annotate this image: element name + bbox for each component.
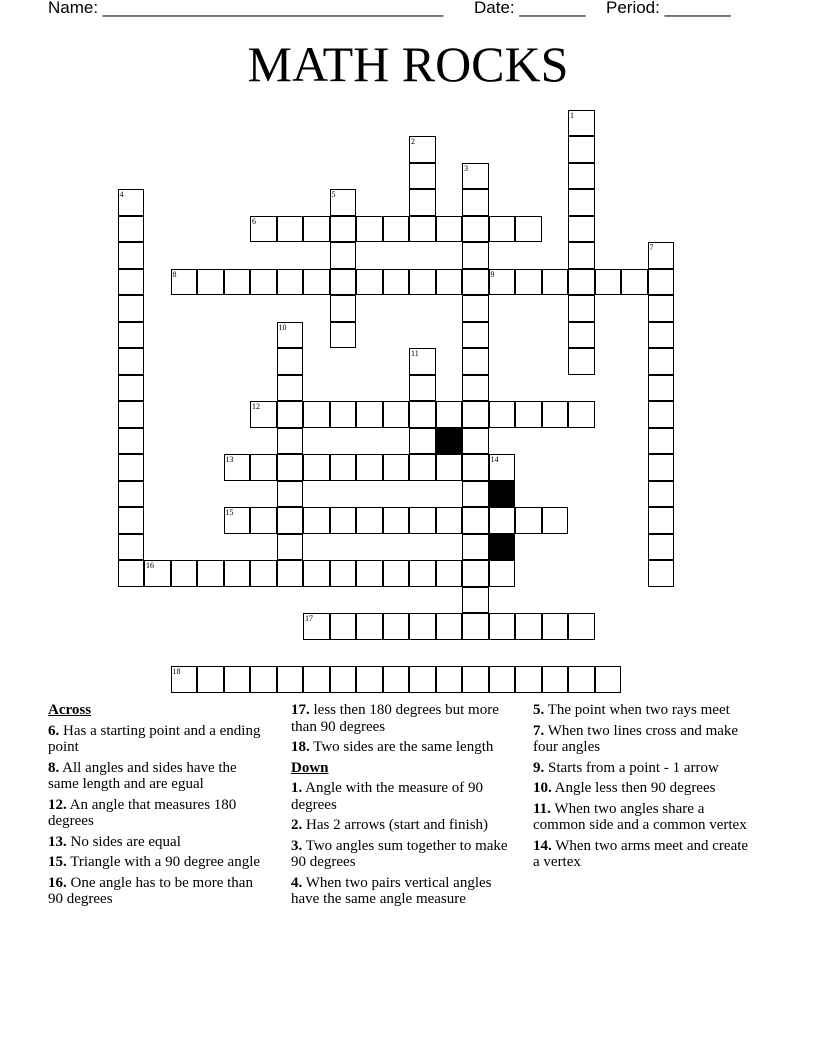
grid-cell[interactable] [409,666,436,693]
cell-number: 13 [225,455,234,464]
clue-number: 8. [48,759,60,776]
across-clue-18 [291,739,513,756]
clue-number: 10. [533,780,552,796]
grid-cell[interactable] [568,163,595,190]
name-field-label: Name: ____________________________________ [48,0,444,17]
grid-cell[interactable] [409,269,436,296]
grid-cell[interactable] [118,481,145,508]
grid-cell[interactable] [648,428,675,455]
grid-cell[interactable] [303,613,330,640]
grid-cell[interactable] [330,322,357,349]
cell-number: 15 [225,508,234,517]
grid-cell[interactable] [330,295,357,322]
clue-number: 12. [48,796,67,813]
blocked-cell [436,428,463,455]
grid-cell[interactable] [409,507,436,534]
clue-text: The point when two rays meet [544,702,730,718]
grid-cell[interactable] [118,269,145,296]
clue-number: 15. [48,854,67,870]
clue-text: Angle less then 90 degrees [551,780,716,796]
cell-number: 14 [490,455,499,464]
across-clue-8 [48,760,270,793]
down-clue-4 [291,875,513,908]
grid-cell[interactable] [436,401,463,428]
period-field-label: Period: _______ [606,0,731,17]
clue-text: Angle with the measure of 90 degrees [291,780,484,813]
down-clue-10 [533,780,755,797]
grid-cell[interactable] [303,507,330,534]
cell-number: 18 [172,667,181,676]
grid-cell[interactable] [356,507,383,534]
clues-column-1 [48,702,270,912]
grid-cell[interactable] [330,454,357,481]
clue-number: 9. [533,759,545,776]
grid-cell[interactable] [489,507,516,534]
cell-number: 16 [146,561,154,570]
grid-cell[interactable] [462,454,489,481]
grid-cell[interactable] [118,348,145,375]
blocked-cell [489,481,516,508]
grid-cell[interactable] [489,454,516,481]
grid-cell[interactable] [118,216,145,243]
grid-cell[interactable] [436,560,463,587]
grid-cell[interactable] [303,269,330,296]
grid-cell[interactable] [462,481,489,508]
grid-cell[interactable] [648,454,675,481]
clue-text: Has a starting point and a ending point [48,722,261,755]
grid-cell[interactable] [224,507,251,534]
grid-cell[interactable] [118,534,145,561]
clue-number: 17. [291,702,310,718]
grid-cell[interactable] [489,560,516,587]
grid-cell[interactable] [568,216,595,243]
clue-number: 11. [533,800,551,817]
grid-cell[interactable] [568,136,595,163]
grid-cell[interactable] [515,401,542,428]
grid-cell[interactable] [277,322,304,349]
grid-cell[interactable] [224,269,251,296]
across-heading: Across [48,702,92,718]
grid-cell[interactable] [250,507,277,534]
clue-number: 5. [533,702,545,718]
clue-text: One angle has to be more than 90 degrees [48,874,253,907]
grid-cell[interactable] [118,507,145,534]
clue-text: Starts from a point - 1 arrow [544,759,719,776]
grid-cell[interactable] [489,666,516,693]
grid-cell[interactable] [409,375,436,402]
cell-number: 6 [252,216,256,226]
grid-cell[interactable] [648,295,675,322]
grid-cell[interactable] [436,666,463,693]
grid-cell[interactable] [515,216,542,243]
grid-cell[interactable] [118,560,145,587]
grid-cell[interactable] [436,613,463,640]
grid-cell[interactable] [303,454,330,481]
down-clue-11 [533,801,755,834]
grid-cell[interactable] [303,560,330,587]
grid-cell[interactable] [277,507,304,534]
grid-cell[interactable] [330,401,357,428]
grid-cell[interactable] [171,560,198,587]
clue-text: When two angles share a common side and a common vertex [533,800,747,833]
clue-number: 16. [48,874,67,891]
cell-number: 9 [490,269,495,279]
grid-cell[interactable] [409,560,436,587]
grid-cell[interactable] [648,560,675,587]
clue-number: 3. [291,837,303,854]
cell-number: 10 [278,322,287,332]
grid-cell[interactable] [648,401,675,428]
grid-cell[interactable] [224,454,251,481]
grid-cell[interactable] [515,507,542,534]
grid-cell[interactable] [462,189,489,216]
grid-cell[interactable] [462,348,489,375]
grid-cell[interactable] [648,242,675,269]
grid-cell[interactable] [462,242,489,269]
grid-cell[interactable] [383,507,410,534]
grid-cell[interactable] [436,454,463,481]
grid-cell[interactable] [568,401,595,428]
clue-text: less then 180 degrees but more than 90 degrees [291,702,499,735]
grid-cell[interactable] [648,348,675,375]
grid-cell[interactable] [568,269,595,296]
grid-cell[interactable] [462,269,489,296]
grid-cell[interactable] [277,666,304,693]
grid-cell[interactable] [542,666,569,693]
grid-cell[interactable] [330,507,357,534]
cell-number: 7 [649,243,654,252]
grid-cell[interactable] [648,534,675,561]
grid-cell[interactable] [303,666,330,693]
grid-cell[interactable] [383,666,410,693]
cell-number: 3 [464,163,468,173]
across-clue-6 [48,723,270,756]
clue-number: 13. [48,833,67,850]
grid-cell[interactable] [277,534,304,561]
grid-cell[interactable] [648,375,675,402]
grid-cell[interactable] [515,269,542,296]
grid-cell[interactable] [595,269,622,296]
grid-cell[interactable] [568,295,595,322]
clue-number: 2. [291,817,303,833]
grid-cell[interactable] [462,401,489,428]
down-heading: Down [291,759,329,776]
grid-cell[interactable] [250,269,277,296]
grid-cell[interactable] [330,216,357,243]
grid-cell[interactable] [330,666,357,693]
across-clue-13 [48,834,270,851]
grid-cell[interactable] [409,189,436,216]
grid-cell[interactable] [568,348,595,375]
grid-cell[interactable] [621,269,648,296]
grid-cell[interactable] [648,322,675,349]
grid-cell[interactable] [330,242,357,269]
grid-cell[interactable] [409,216,436,243]
down-clue-7 [533,723,755,756]
grid-cell[interactable] [277,375,304,402]
grid-cell[interactable] [462,295,489,322]
grid-cell[interactable] [462,322,489,349]
date-field-label: Date: _______ [474,0,586,17]
grid-cell[interactable] [568,242,595,269]
grid-cell[interactable] [568,322,595,349]
clue-text: Has 2 arrows (start and finish) [302,817,489,833]
grid-cell[interactable] [330,189,357,216]
grid-cell[interactable] [462,507,489,534]
grid-cell[interactable] [515,666,542,693]
grid-cell[interactable] [197,666,224,693]
grid-cell[interactable] [436,507,463,534]
grid-cell[interactable] [197,269,224,296]
grid-cell[interactable] [303,401,330,428]
across-clue-15 [48,854,270,871]
clue-number: 14. [533,837,552,854]
grid-cell[interactable] [542,613,569,640]
grid-cell[interactable] [462,163,489,190]
grid-cell[interactable] [250,560,277,587]
grid-cell[interactable] [277,269,304,296]
grid-cell[interactable] [489,401,516,428]
clue-number: 1. [291,780,303,796]
clue-text: When two arms meet and create a vertex [533,837,749,870]
down-clue-3 [291,838,513,871]
clue-number: 4. [291,874,303,891]
page-title: MATH ROCKS [247,36,569,92]
grid-cell[interactable] [250,666,277,693]
cell-number: 2 [411,137,415,146]
grid-cell[interactable] [277,481,304,508]
grid-cell[interactable] [409,136,436,163]
across-clue-16 [48,875,270,908]
grid-cell[interactable] [462,560,489,587]
grid-cell[interactable] [356,613,383,640]
grid-cell[interactable] [118,322,145,349]
clue-text: An angle that measures 180 degrees [48,796,237,829]
clues-column-2 [291,702,513,912]
grid-cell[interactable] [383,401,410,428]
grid-cell[interactable] [462,216,489,243]
grid-cell[interactable] [118,375,145,402]
grid-cell[interactable] [356,216,383,243]
grid-cell[interactable] [277,428,304,455]
grid-cell[interactable] [462,613,489,640]
cell-number: 4 [119,190,124,199]
grid-cell[interactable] [144,560,171,587]
grid-cell[interactable] [568,189,595,216]
grid-cell[interactable] [568,613,595,640]
grid-cell[interactable] [277,401,304,428]
grid-cell[interactable] [409,454,436,481]
grid-cell[interactable] [330,560,357,587]
grid-cell[interactable] [277,348,304,375]
grid-cell[interactable] [250,401,277,428]
grid-cell[interactable] [356,401,383,428]
down-clue-9 [533,760,755,777]
grid-cell[interactable] [197,560,224,587]
cell-number: 12 [252,402,260,411]
cell-number: 8 [172,269,177,279]
grid-cell[interactable] [542,269,569,296]
grid-cell[interactable] [595,666,622,693]
grid-cell[interactable] [356,269,383,296]
grid-cell[interactable] [409,348,436,375]
cell-number: 1 [570,110,574,120]
clue-text: When two lines cross and make four angles [533,722,739,755]
grid-cell[interactable] [171,269,198,296]
grid-cell[interactable] [462,534,489,561]
grid-cell[interactable] [436,269,463,296]
grid-cell[interactable] [462,587,489,614]
clue-text: Two angles sum together to make 90 degrees [291,837,508,870]
grid-cell[interactable] [568,666,595,693]
grid-cell[interactable] [489,216,516,243]
grid-cell[interactable] [462,666,489,693]
down-clue-2 [291,817,513,834]
grid-cell[interactable] [409,163,436,190]
across-clue-17 [291,702,513,735]
grid-cell[interactable] [356,666,383,693]
clue-text: Two sides are the same length [309,739,494,755]
grid-cell[interactable] [383,454,410,481]
grid-cell[interactable] [224,666,251,693]
grid-cell[interactable] [409,613,436,640]
grid-cell[interactable] [542,401,569,428]
grid-cell[interactable] [436,216,463,243]
grid-cell[interactable] [409,401,436,428]
clue-text: All angles and sides have the same length and are egual [48,759,237,792]
grid-cell[interactable] [277,560,304,587]
grid-cell[interactable] [171,666,198,693]
grid-cell[interactable] [118,295,145,322]
grid-cell[interactable] [118,454,145,481]
grid-cell[interactable] [250,216,277,243]
grid-cell[interactable] [542,507,569,534]
grid-cell[interactable] [383,269,410,296]
grid-cell[interactable] [462,428,489,455]
grid-cell[interactable] [383,613,410,640]
grid-cell[interactable] [224,560,251,587]
down-clue-1 [291,780,513,813]
grid-cell[interactable] [648,269,675,296]
grid-cell[interactable] [383,216,410,243]
grid-cell[interactable] [277,216,304,243]
clue-number: 18. [291,739,310,755]
grid-cell[interactable] [648,481,675,508]
grid-cell[interactable] [568,110,595,137]
grid-cell[interactable] [250,454,277,481]
down-clue-5 [533,702,755,719]
blocked-cell [489,534,516,561]
grid-cell[interactable] [118,428,145,455]
grid-cell[interactable] [409,428,436,455]
clue-text: Triangle with a 90 degree angle [66,854,261,870]
grid-cell[interactable] [303,216,330,243]
clue-text: No sides are equal [66,833,181,850]
clue-number: 7. [533,722,545,739]
clue-text: When two pairs vertical angles have the same angle measure [291,874,492,907]
grid-cell[interactable] [118,242,145,269]
down-clue-14 [533,838,755,871]
grid-cell[interactable] [489,613,516,640]
grid-cell[interactable] [383,560,410,587]
grid-cell[interactable] [489,269,516,296]
grid-cell[interactable] [462,375,489,402]
grid-cell[interactable] [330,269,357,296]
grid-cell[interactable] [648,507,675,534]
cell-number: 11 [411,349,419,358]
clue-number: 6. [48,722,60,739]
cell-number: 17 [305,614,313,623]
grid-cell[interactable] [356,454,383,481]
cell-number: 5 [331,190,336,199]
grid-cell[interactable] [277,454,304,481]
clues-column-3 [533,702,755,875]
grid-cell[interactable] [118,189,145,216]
grid-cell[interactable] [118,401,145,428]
grid-cell[interactable] [515,613,542,640]
across-clue-12 [48,797,270,830]
grid-cell[interactable] [356,560,383,587]
grid-cell[interactable] [330,613,357,640]
